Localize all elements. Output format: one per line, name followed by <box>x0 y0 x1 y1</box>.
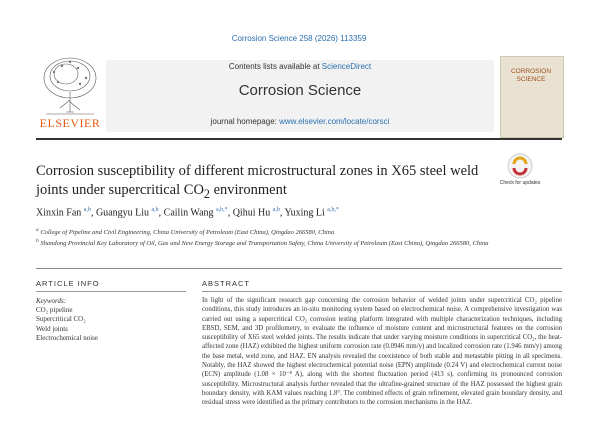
abstract-heading: ABSTRACT <box>202 279 251 288</box>
author-name[interactable]: Cailin Wang <box>163 207 214 219</box>
homepage-prefix: journal homepage: <box>210 117 280 126</box>
author-name[interactable]: Xinxin Fan <box>36 207 82 219</box>
author-affiliation-marker[interactable]: a,b <box>83 207 91 213</box>
journal-title: Corrosion Science <box>238 82 362 99</box>
homepage-link[interactable]: www.elsevier.com/locate/corsci <box>279 117 390 126</box>
affiliation-a: $^a$ College of Pipeline and Civil Engineering, China University of Petroleum (East China), Qingdao 266580, China <box>36 227 335 237</box>
article-info-rule <box>36 291 186 292</box>
author-name[interactable]: Guangyu Liu <box>95 207 149 219</box>
section-divider <box>36 268 562 269</box>
title-subscript: 2 <box>203 186 210 201</box>
article-info-heading: ARTICLE INFO <box>36 279 100 288</box>
title-line-2-end: environment <box>209 182 287 198</box>
abstract-text: In light of the significant research gap concerning the corrosion behavior of welded joints under supercritical CO₂ pipeline conditions, this study introduces an in-situ monitoring system based on electrochemical noise. A comprehensive investigation was carried out using a supercritical CO₂ corrosion testing platform integrated with multiple characterization techniques, including EBSD, SEM, and 3D profilometry, to evaluate the influence of moisture content and microstructural features on the corrosion susceptibility of X65 steel welded joints. The results indicate that under varying moisture conditions in supercritical CO₂, the heat-affected zone (HAZ) exhibited the highest uniform corrosion rate (0.0946 mm/y) and localized corrosion rate (1.946 mm/y) among the base metal, weld zone, and HAZ. EN analysis revealed the coexistence of both stable and metastable pitting in all specimens. Notably, the HAZ showed the highest electrochemical potential noise (EPN) amplitude (0.24 V) and electrochemical current noise (ECN) amplitude (1.08 × 10⁻⁸ A), along with the shortest fluctuation period (413 s), confirming its pronounced corrosion susceptibility. Microstructural analysis further revealed that the ultrafine-grained structure of the HAZ possessed the highest grain boundary density, with KAM values reaching 1.8°. The combined effects of grain refinement, elevated grain boundary density, and residual stress were identified as the primary contributors to the corrosion mechanisms in the HAZ. <box>202 297 562 407</box>
cover-title: CORROSION SCIENCE <box>510 68 552 83</box>
sciencedirect-link[interactable]: ScienceDirect <box>321 62 372 71</box>
keyword-item: Supercritical CO₂ <box>36 315 86 324</box>
elsevier-wordmark: ELSEVIER <box>39 116 101 130</box>
contents-line <box>106 62 494 71</box>
author-name[interactable]: Qihui Hu <box>232 207 271 219</box>
affiliation-b-text: Shandong Provincial Key Laboratory of Oil, Gas and New Energy Storage and Transportation Safety, China University of Petroleum (East China), Qingdao 266580, China <box>40 240 489 248</box>
keyword-item: Weld joints <box>36 324 68 333</box>
header-divider <box>36 138 562 140</box>
title-line-1: Corrosion susceptibility of different microstructural zones in X65 steel weld <box>36 163 479 179</box>
check-for-updates-label[interactable]: Check for updates <box>499 180 541 186</box>
author-affiliation-marker[interactable]: a,b <box>151 207 159 213</box>
article-title <box>36 162 496 204</box>
title-line-2: joints under supercritical CO <box>36 182 204 198</box>
author-affiliation-marker[interactable]: a,b,* <box>216 207 228 213</box>
homepage-line <box>106 117 494 126</box>
keywords-label: Keywords: <box>36 297 67 305</box>
check-for-updates-icon[interactable] <box>506 152 534 180</box>
journal-reference[interactable]: Corrosion Science 258 (2026) 113359 <box>231 34 367 43</box>
author-list: Xinxin Fan $^{a,b}$, Guangyu Liu $^{a,b}$, Cailin Wang $^{a,b,*}$, Qihui Hu $^{a,b}$, Yuxing Li $^{a,b,*}$ <box>36 207 339 219</box>
keywords-list <box>36 306 186 343</box>
affiliation-a-text: College of Pipeline and Civil Engineering, China University of Petroleum (East China), Qingdao 266580, China <box>40 229 335 237</box>
abstract-rule <box>202 291 562 292</box>
contents-prefix: Contents lists available at <box>228 62 322 71</box>
author-name[interactable]: Yuxing Li <box>284 207 325 219</box>
affiliation-b: $^b$ Shandong Provincial Key Laboratory of Oil, Gas and New Energy Storage and Transportation Safety, China University of Petroleum (East China), Qingdao 266580, China <box>36 238 489 248</box>
keyword-item: CO₂ pipeline <box>36 306 73 314</box>
author-affiliation-marker[interactable]: a,b,* <box>327 207 339 213</box>
keyword-item: Electrochemical noise <box>36 333 98 342</box>
author-affiliation-marker[interactable]: a,b <box>272 207 280 213</box>
